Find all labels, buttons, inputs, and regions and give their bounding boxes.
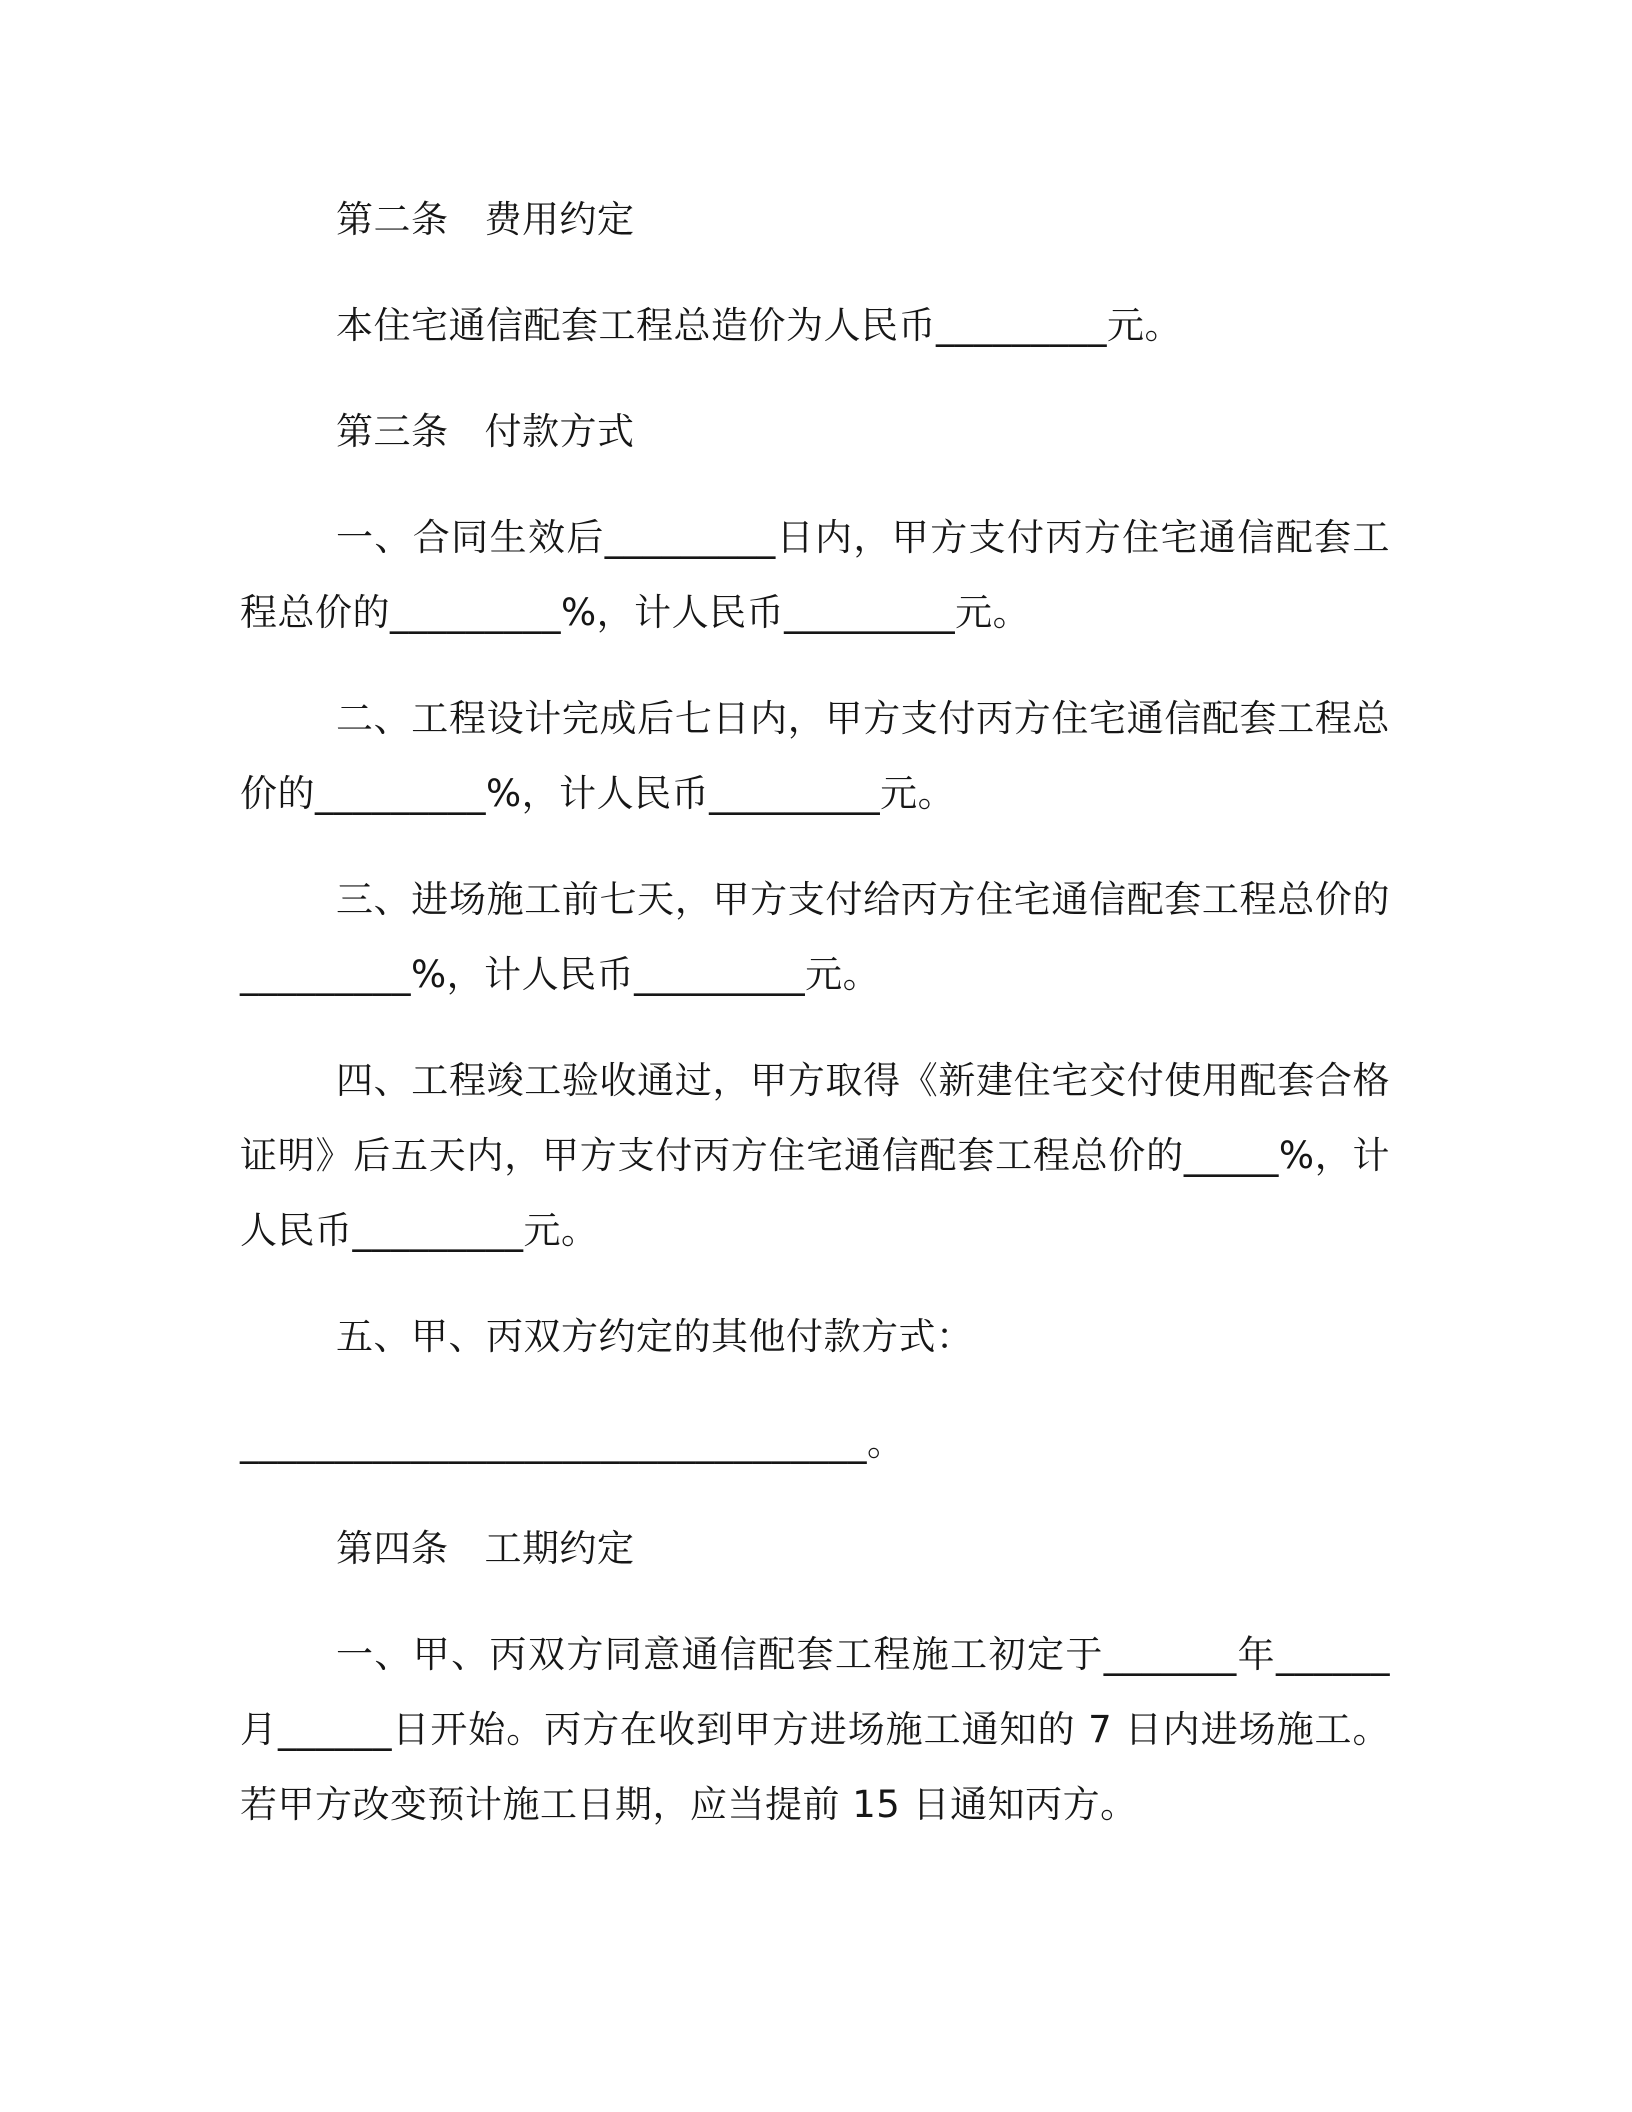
article-2-number: 第二条 — [336, 198, 449, 241]
article-4-number: 第四条 — [336, 1527, 449, 1570]
article-4-heading — [240, 1511, 1390, 1586]
article-2-heading — [240, 182, 1390, 257]
article-3-paragraph-5: 五、甲、丙双方约定的其他付款方式： — [336, 1315, 974, 1358]
article-2-title: 费用约定 — [484, 198, 635, 241]
article-4-title: 工期约定 — [484, 1527, 635, 1570]
article-3-title: 付款方式 — [484, 410, 635, 453]
article-3-number: 第三条 — [336, 410, 449, 453]
article-2-paragraph-1: 本住宅通信配套工程总造价为人民币_________元。 — [336, 304, 1182, 347]
article-3-paragraph-4: 四、工程竣工验收通过，甲方取得《新建住宅交付使用配套合格证明》后五天内，甲方支付丙方住宅通信配套工程总价的_____%，计人民币_________元。 — [240, 1059, 1390, 1252]
article-3-paragraph-3: 三、进场施工前七天，甲方支付给丙方住宅通信配套工程总价的_________%，计人民币_________元。 — [240, 878, 1390, 996]
article-4-paragraph-1: 一、甲、丙双方同意通信配套工程施工初定于_______年______月______日开始。丙方在收到甲方进场施工通知的 7 日内进场施工。若甲方改变预计施工日期，应当提前 15 日通知丙方。 — [240, 1633, 1390, 1826]
document-body — [240, 182, 1390, 1873]
article-3-paragraph-6: _________________________________。 — [240, 1421, 905, 1464]
article-3-paragraph-2: 二、工程设计完成后七日内，甲方支付丙方住宅通信配套工程总价的_________%，计人民币_________元。 — [240, 697, 1390, 815]
article-3-heading — [240, 394, 1390, 469]
article-3-paragraph-1: 一、合同生效后_________日内，甲方支付丙方住宅通信配套工程总价的_________%，计人民币_________元。 — [240, 516, 1390, 634]
